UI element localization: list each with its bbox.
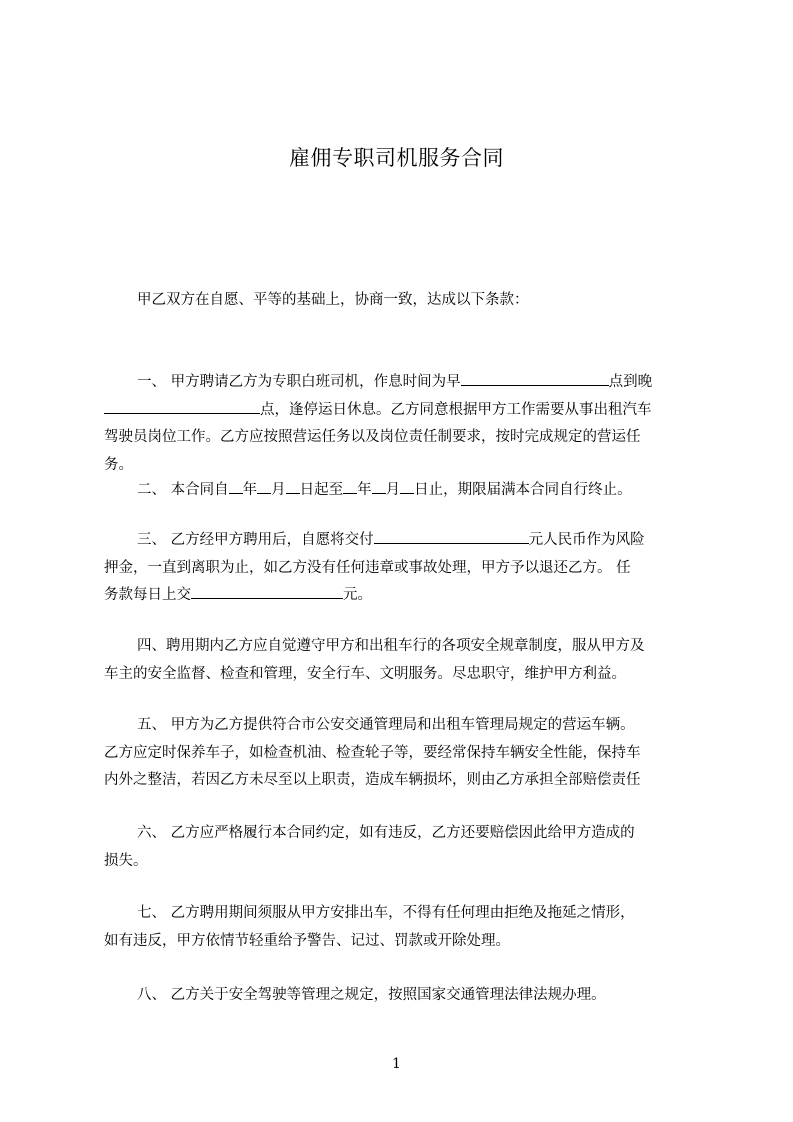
clause-8-line-1: 八、 乙方关于安全驾驶等管理之规定，按照国家交通管理法律法规办理。 xyxy=(137,987,606,1003)
clause-3-part-3: 务款每日上交 xyxy=(104,587,191,603)
clause-2 xyxy=(104,477,700,505)
clause-2-end-month-label: 月 xyxy=(385,482,401,498)
clause-6-line-1: 六、 乙方应严格履行本合同约定，如有违反，乙方还要赔偿因此给甲方造成的 xyxy=(137,825,635,841)
clause-3-part-4: 元。 xyxy=(343,587,372,603)
clause-5-line-3: 内外之整洁，若因乙方未尽至以上职责，造成车辆损坏，则由乙方承担全部赔偿责任 xyxy=(104,772,641,788)
clause-3-line-1 xyxy=(104,527,700,555)
clause-7 xyxy=(104,900,700,955)
document-title: 雇佣专职司机服务合同 xyxy=(289,146,504,170)
clause-1-part-2: 点到晚 xyxy=(608,374,653,390)
clause-4-line-1: 四、聘用期内乙方应自觉遵守甲方和出租车行的各项安全规章制度，服从甲方及 xyxy=(137,638,645,654)
page-number: 1 xyxy=(392,1056,401,1072)
clause-1-line-4: 务。 xyxy=(104,456,133,473)
clause-1-line-1 xyxy=(104,369,700,397)
clause-2-month-label: 月 xyxy=(271,482,286,498)
clause-7-line-1: 七、 乙方聘用期间须服从甲方安排出车，不得有任何理由拒绝及拖延之情形， xyxy=(137,905,635,921)
clause-3 xyxy=(104,527,700,610)
blank-start-time[interactable] xyxy=(461,370,609,386)
blank-daily-fee[interactable] xyxy=(191,583,343,599)
clause-2-part-1: 二、 本合同自 xyxy=(137,482,229,498)
blank-end-time[interactable] xyxy=(104,398,260,414)
clause-2-from-label: 日起至 xyxy=(299,482,344,498)
clause-1-line-2 xyxy=(104,397,700,425)
clause-1-line-3: 驾驶员岗位工作。乙方应按照营运任务以及岗位责任制要求，按时完成规定的营运任 xyxy=(104,429,641,445)
blank-deposit-amount[interactable] xyxy=(374,528,529,544)
clause-2-end-text: 日止，期限届满本合同自行终止。 xyxy=(414,482,632,498)
clause-5 xyxy=(104,712,700,795)
intro-text: 甲乙双方在自愿、平等的基础上，协商一致，达成以下条款： xyxy=(137,292,529,308)
clause-6 xyxy=(104,820,700,875)
clause-7-line-2: 如有违反，甲方依情节轻重给予警告、记过、罚款或开除处理。 xyxy=(104,932,510,949)
clause-4 xyxy=(104,633,700,688)
clause-1-part-3: 点，逢停运日休息。乙方同意根据甲方工作需要从事出租汽车 xyxy=(260,401,652,418)
intro-paragraph xyxy=(104,287,700,315)
clause-8 xyxy=(104,982,700,1010)
clause-2-end-year-label: 年 xyxy=(357,482,372,498)
clause-3-part-1: 三、 乙方经甲方聘用后，自愿将交付 xyxy=(137,532,374,548)
blank-start-year[interactable] xyxy=(229,478,243,494)
blank-start-month[interactable] xyxy=(257,478,271,494)
clause-2-line-1 xyxy=(104,477,700,505)
blank-end-year[interactable] xyxy=(343,478,357,494)
clause-3-line-2: 押金，一直到离职为止，如乙方没有任何违章或事故处理，甲方予以退还乙方。 任 xyxy=(104,559,631,576)
clause-5-line-2: 乙方应定时保养车子，如检查机油、检查轮子等，要经常保持车辆安全性能，保持车 xyxy=(104,744,641,761)
clause-1 xyxy=(104,369,700,479)
clause-6-line-2: 损失。 xyxy=(104,852,148,869)
clause-3-line-3 xyxy=(104,582,700,610)
blank-start-day[interactable] xyxy=(286,478,300,494)
blank-end-month[interactable] xyxy=(372,478,386,494)
clause-3-part-2: 元人民币作为风险 xyxy=(528,532,645,548)
clause-2-year-label: 年 xyxy=(242,482,258,498)
clause-1-part-1: 一、 甲方聘请乙方为专职白班司机，作息时间为早 xyxy=(137,374,461,390)
clause-5-line-1: 五、 甲方为乙方提供符合市公安交通管理局和出租车管理局规定的营运车辆。 xyxy=(137,717,635,733)
blank-end-day[interactable] xyxy=(400,478,414,494)
clause-4-line-2: 车主的安全监督、检查和管理，安全行车、文明服务。尽忠职守，维护甲方利益。 xyxy=(104,665,626,682)
